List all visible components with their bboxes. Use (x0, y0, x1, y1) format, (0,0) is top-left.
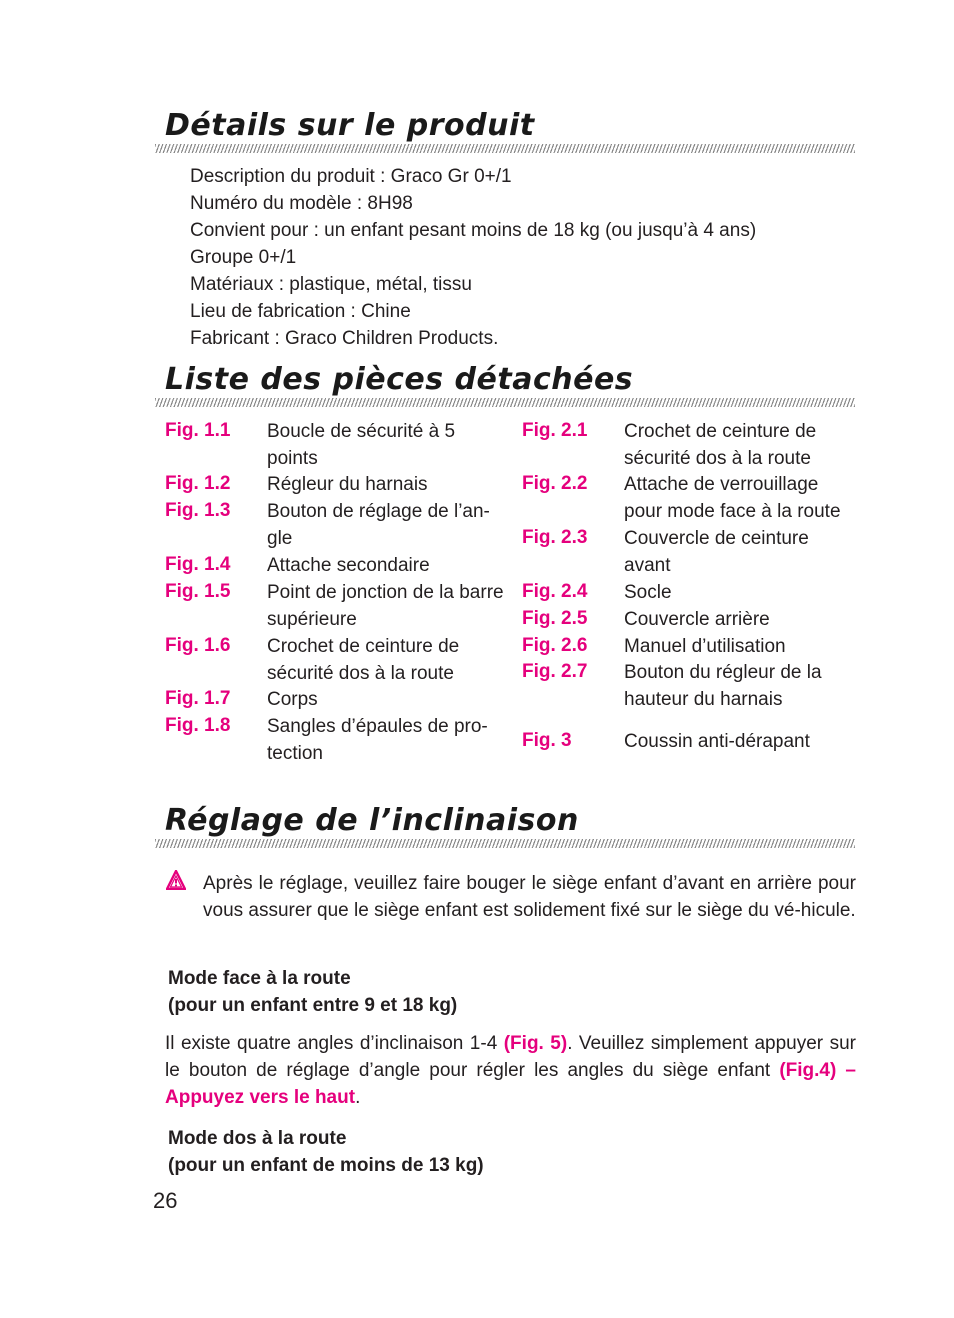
part-description: Couvercle arrière (624, 609, 770, 630)
detail-line: Lieu de fabrication : Chine (190, 301, 411, 322)
part-description: Coussin anti-dérapant (624, 731, 810, 752)
rear-mode-subtitle: (pour un enfant de moins de 13 kg) (168, 1155, 484, 1176)
fig-label: Fig. 2.3 (522, 527, 588, 548)
part-description: Sangles d’épaules de pro-tection (267, 716, 488, 764)
fig-label: Fig. 2.1 (522, 420, 588, 441)
part-description: Corps (267, 689, 318, 710)
part-description: Attache secondaire (267, 555, 430, 576)
part-description: Point de jonction de la barre supérieure (267, 582, 504, 630)
part-description: Attache de verrouillage pour mode face à la route (624, 474, 841, 522)
page-number: 26 (153, 1188, 178, 1213)
product-details (190, 163, 756, 352)
part-description: Crochet de ceinture de sécurité dos à la route (267, 636, 460, 684)
heading-divider (155, 398, 855, 407)
fig-label: Fig. 1.8 (165, 715, 231, 736)
body-text: Il existe quatre angles d’inclinaison 1-4 (165, 1033, 504, 1054)
rear-mode-title (168, 1125, 484, 1179)
fig-label: Fig. 2.5 (522, 608, 588, 629)
part-description: Couvercle de ceinture avant (624, 528, 809, 576)
fig-label: Fig. 2.6 (522, 635, 588, 656)
forward-mode-text (165, 1030, 856, 1111)
detail-line: Fabricant : Graco Children Products. (190, 328, 499, 349)
recline-heading: Réglage de l’inclinaison (165, 803, 579, 838)
part-description: Boucle de sécurité à 5 points (267, 421, 456, 469)
details-heading: Détails sur le produit (165, 108, 535, 143)
heading-divider (155, 144, 855, 153)
fig-label: Fig. 1.2 (165, 473, 231, 494)
part-description: Crochet de ceinture de sécurité dos à la route (624, 421, 817, 469)
fig-label: Fig. 3 (522, 730, 572, 751)
rear-mode-title-line: Mode dos à la route (168, 1128, 347, 1149)
part-description: Manuel d’utilisation (624, 636, 786, 657)
detail-line: Description du produit : Graco Gr 0+/1 (190, 166, 512, 187)
part-description: Socle (624, 582, 672, 603)
fig-label: Fig. 1.5 (165, 581, 231, 602)
fig-label: Fig. 1.3 (165, 500, 231, 521)
body-text: . Veuillez simplement appuyer sur le bouton de réglage d’angle pour régler les angles du siège enfant (165, 1033, 856, 1081)
forward-mode-title-line: Mode face à la route (168, 968, 351, 989)
fig-label: Fig. 2.4 (522, 581, 588, 602)
fig-label: Fig. 1.4 (165, 554, 231, 575)
body-text: . (355, 1087, 361, 1108)
warning-icon (166, 870, 186, 890)
heading-divider (155, 839, 855, 848)
fig-label: Fig. 2.7 (522, 661, 588, 682)
forward-mode-title (168, 965, 457, 1019)
figure-reference: (Fig. 5) (503, 1033, 568, 1054)
fig-label: Fig. 1.6 (165, 635, 231, 656)
parts-heading: Liste des pièces détachées (165, 362, 634, 397)
detail-line: Matériaux : plastique, métal, tissu (190, 274, 472, 295)
figure-reference: (Fig.4) – Appuyez vers le haut (165, 1060, 856, 1108)
part-description: Bouton de réglage de l’an-gle (267, 501, 490, 549)
part-description: Régleur du harnais (267, 474, 428, 495)
warning-text: Après le réglage, veuillez faire bouger le siège enfant d’avant en arrière pour vous assurer que le siège enfant est solidement fixé sur le siège du vé-hicule. (203, 873, 856, 921)
fig-label: Fig. 2.2 (522, 473, 588, 494)
detail-line: Groupe 0+/1 (190, 247, 297, 268)
detail-line: Convient pour : un enfant pesant moins de 18 kg (ou jusqu’à 4 ans) (190, 220, 757, 241)
fig-label: Fig. 1.7 (165, 688, 231, 709)
part-description: Bouton du régleur de la hauteur du harnais (624, 662, 822, 710)
fig-label: Fig. 1.1 (165, 420, 231, 441)
detail-line: Numéro du modèle : 8H98 (190, 193, 413, 214)
forward-mode-subtitle: (pour un enfant entre 9 et 18 kg) (168, 995, 458, 1016)
